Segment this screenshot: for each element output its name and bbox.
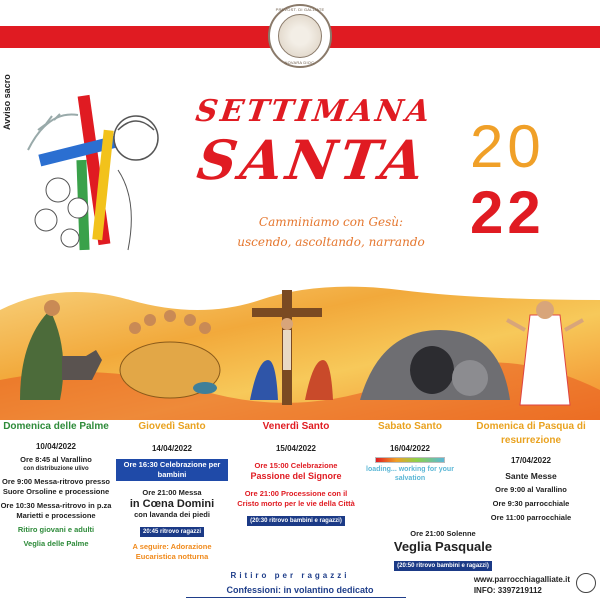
website-link[interactable]: www.parrocchiagalliate.it bbox=[473, 575, 570, 584]
event-line: Ore 9:30 parrocchiale bbox=[492, 499, 570, 508]
column-domenica-palme bbox=[0, 420, 112, 549]
seal-bottom-text: NOVARA DIOC. bbox=[284, 60, 316, 65]
year-bottom: 22 bbox=[470, 179, 545, 246]
day-title: Venerdì Santo bbox=[262, 421, 330, 432]
year-top: 20 bbox=[470, 113, 545, 180]
footer-divider bbox=[186, 597, 406, 598]
column-pasqua bbox=[464, 420, 598, 523]
day-date: 10/04/2022 bbox=[35, 442, 77, 451]
contact-info bbox=[474, 574, 570, 596]
title-line-2: SANTA bbox=[193, 128, 432, 192]
event-line: Ore 21:00 Messa bbox=[142, 488, 202, 497]
event-line: A seguire: Adorazione Eucaristica notturna bbox=[132, 542, 212, 561]
retreat-note: Ritiro per ragazzi bbox=[230, 571, 350, 580]
parish-mini-logo-icon bbox=[576, 573, 596, 593]
loading-bar bbox=[375, 457, 445, 463]
event-box: (20:30 ritrovo bambini e ragazzi) bbox=[247, 516, 345, 526]
event-line: Veglia Pasquale bbox=[393, 539, 493, 554]
column-sabato-santo bbox=[360, 420, 460, 483]
event-line: Passione del Signore bbox=[250, 471, 342, 481]
day-date: 17/04/2022 bbox=[510, 456, 552, 465]
info-phone: INFO: 3397219112 bbox=[473, 586, 542, 595]
event-line: Ore 9:00 al Varallino bbox=[495, 485, 567, 494]
event-box: 20:45 ritrovo ragazzi bbox=[140, 527, 204, 537]
event-line: Ore 21:00 Processione con il Cristo morto per le vie della Città bbox=[237, 489, 355, 508]
event-box: (20:50 ritrovo bambini e ragazzi) bbox=[394, 561, 492, 571]
day-title: Domenica delle Palme bbox=[3, 421, 109, 432]
loading-text: loading... working for your salvation bbox=[366, 466, 454, 482]
event-line: Ore 9:00 Messa-ritrovo presso Suore Orsoline e processione bbox=[2, 477, 110, 496]
subtitle bbox=[206, 212, 456, 252]
title-line-1: SETTIMANA bbox=[193, 94, 435, 129]
subtitle-line-1: Camminiamo con Gesù: bbox=[258, 215, 404, 229]
day-date: 16/04/2022 bbox=[389, 444, 431, 453]
holy-week-scenes-illustration bbox=[0, 270, 600, 420]
event-line: Ore 8:45 al Varallino bbox=[20, 455, 92, 464]
event-box: Ore 16:30 Celebrazione per bambini bbox=[116, 459, 228, 481]
event-line: in Cœna Domini bbox=[129, 498, 215, 510]
event-line: Ore 21:00 Solenne bbox=[410, 529, 476, 538]
day-title: Domenica di Pasqua di resurrezione bbox=[476, 421, 586, 446]
event-line: Veglia delle Palme bbox=[23, 539, 89, 548]
day-title: Sabato Santo bbox=[378, 421, 442, 432]
event-line: Ore 15:00 Celebrazione bbox=[254, 461, 338, 470]
day-date: 15/04/2022 bbox=[275, 444, 317, 453]
column-venerdi-santo bbox=[234, 420, 358, 527]
seal-emblem-icon bbox=[278, 14, 322, 58]
event-line: Ritiro giovani e adulti bbox=[17, 525, 95, 534]
side-label: Avviso sacro bbox=[2, 74, 12, 130]
column-giovedi-santo bbox=[116, 420, 228, 562]
parish-seal-logo bbox=[268, 4, 332, 68]
day-title: Giovedì Santo bbox=[138, 421, 206, 432]
event-note: con distribuzione ulivo bbox=[23, 466, 89, 472]
column-sabato-evening bbox=[368, 525, 518, 572]
family-cross-illustration bbox=[18, 90, 193, 255]
confessions-note: Confessioni: in volantino dedicato bbox=[226, 585, 374, 595]
event-line: con lavanda dei piedi bbox=[134, 510, 210, 519]
event-line: Ore 10:30 Messa-ritrovo in p.za Marietti e processione bbox=[0, 501, 112, 520]
event-line: Ore 11:00 parrocchiale bbox=[490, 513, 572, 522]
seal-top-text: PREVOST. DI GALLIATE bbox=[275, 7, 325, 12]
event-line: Sante Messe bbox=[505, 471, 557, 481]
day-date: 14/04/2022 bbox=[151, 444, 193, 453]
subtitle-line-2: uscendo, ascoltando, narrando bbox=[237, 235, 425, 249]
